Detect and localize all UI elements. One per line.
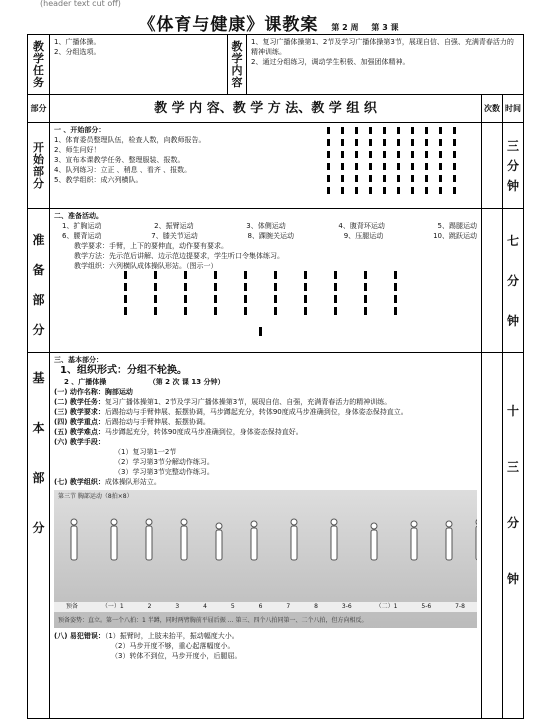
section1-count bbox=[482, 123, 503, 209]
task-row bbox=[28, 35, 524, 95]
section1-heading: 一 、开始部分： bbox=[54, 126, 106, 134]
content-items bbox=[247, 35, 524, 95]
photo-label: 7 bbox=[286, 603, 291, 610]
teaching-item: (六) 教学手段： bbox=[54, 438, 105, 446]
section3-count bbox=[482, 353, 503, 719]
section3-heading: 三、基本部分： bbox=[54, 356, 103, 364]
section1-content bbox=[50, 123, 482, 209]
dancer-figure bbox=[291, 519, 297, 560]
teaching-item: (三) 教学要求：后踢抬动与手臂伸展、振摆协调，马步蹲起充分，转体90度成马步准确到位，身体姿态保持直立。 bbox=[54, 408, 408, 416]
photo-label: 预备 bbox=[65, 603, 78, 610]
exercise: 8、踝腕关运动 bbox=[247, 232, 294, 240]
dancer-figure bbox=[446, 521, 452, 560]
exercise: 2、振臂运动 bbox=[154, 222, 194, 230]
header-row bbox=[28, 95, 524, 123]
page-title bbox=[0, 10, 537, 35]
exercise: 3、体侧运动 bbox=[246, 222, 286, 230]
col-count: 次数 bbox=[482, 95, 503, 123]
section1-item: 2、师生问好！ bbox=[54, 146, 101, 154]
photo-label: 5 bbox=[230, 603, 235, 610]
dancer-figure bbox=[331, 519, 337, 560]
section2-heading: 二、准备活动。 bbox=[54, 212, 103, 220]
photo-label: 3-6 bbox=[341, 603, 352, 610]
dancer-figure bbox=[146, 519, 152, 560]
dancer-figure bbox=[476, 519, 477, 560]
dancer-figure bbox=[251, 521, 257, 560]
photo-label: （二）1 bbox=[375, 603, 398, 610]
error-item: （3）转体不到位，马步开度小，后腿屈。 bbox=[111, 652, 242, 660]
means-item: （2）学习第3节分解动作练习。 bbox=[114, 458, 214, 466]
section3-label: 基本部分 bbox=[28, 353, 50, 719]
section3-content bbox=[50, 353, 482, 719]
dancer-figure bbox=[411, 521, 417, 560]
error-item: （1）振臂时，上肢未抬平，振动幅度大小。 bbox=[104, 632, 239, 640]
task-label: 教学任务 bbox=[28, 35, 50, 95]
section1-item: 4、队列练习：立正 、稍息 、看齐 、报数。 bbox=[54, 166, 192, 174]
section1-item: 3、宣布本课教学任务、整理服装、报数。 bbox=[54, 156, 185, 164]
photo-label: （一）1 bbox=[101, 603, 124, 610]
section2-content bbox=[50, 209, 482, 353]
header-fragment: (header text cut off) bbox=[40, 0, 121, 8]
section3-time: 十三分钟 bbox=[503, 353, 524, 719]
title-week: 第 2 周 bbox=[331, 23, 359, 32]
exercise: 4、腹背环运动 bbox=[338, 222, 385, 230]
content-item: 2、通过分组练习，调动学生积极、加强团体精神。 bbox=[251, 58, 410, 66]
photo-label: 6 bbox=[258, 603, 263, 610]
section2-item: 教学组织：六列横队成体操队形站。（图示一） bbox=[74, 262, 218, 270]
teaching-item: (五) 教学难点：马步蹲起充分，转体90度成马步准确到位，身体姿态保持直好。 bbox=[54, 428, 303, 436]
formation-diagram-2 bbox=[124, 271, 424, 339]
teaching-item: (一) 动作名称：胸部运动 bbox=[54, 388, 133, 396]
dancer-figure bbox=[181, 519, 187, 560]
means-item: （1）复习第1一2节 bbox=[114, 448, 177, 456]
section1-label: 开始部分 bbox=[28, 123, 50, 209]
content-item: 1、复习广播体操第1、2节及学习广播体操第3节，展现自信、自强、充满青春活力的精神训练。 bbox=[251, 38, 514, 56]
exercise: 6、腰背运动 bbox=[62, 232, 102, 240]
exercise: 5、踢腿运动 bbox=[437, 222, 477, 230]
section1-time: 三分钟 bbox=[503, 123, 524, 209]
dancer-figure bbox=[111, 519, 117, 560]
section1-item: 1、体育委员整理队伍，检查人数，向教师报告。 bbox=[54, 136, 206, 144]
dancer-figures bbox=[54, 502, 477, 582]
teaching-item: (四) 教学重点：后踢抬动与手臂伸展、振摆协调。 bbox=[54, 418, 210, 426]
col-part: 部分 bbox=[28, 95, 50, 123]
org-form: 1、组织形式：分组不轮换。 bbox=[60, 365, 187, 376]
dancer-figure bbox=[71, 519, 77, 560]
col-time: 时间 bbox=[503, 95, 524, 123]
dancer-figure bbox=[371, 523, 377, 560]
teaching-org: (七) 教学组织：成体操队形站立。 bbox=[54, 478, 161, 486]
title-lesson: 第 3 课 bbox=[371, 23, 399, 32]
exercise-row-2 bbox=[54, 231, 477, 241]
section2-label: 准备部分 bbox=[28, 209, 50, 353]
photo-labels bbox=[54, 602, 477, 612]
section2-item: 教学方法：先示范后讲解、边示范边提要求，学生听口令集体练习。 bbox=[74, 252, 284, 260]
photo-label: 4 bbox=[203, 603, 207, 610]
dancer-figure bbox=[216, 523, 222, 560]
section2-row bbox=[28, 209, 524, 353]
section1-row bbox=[28, 123, 524, 209]
content-label: 教学内容 bbox=[228, 35, 247, 95]
teaching-item: (二) 教学任务：复习广播体操第1、2节及学习广播体操第3节，展现自信、自强，充满青春活力的精神训练。 bbox=[54, 398, 392, 406]
exercise-meta: （第 2 次 课 13 分钟） bbox=[148, 378, 225, 386]
exercise: 7、膝关节运动 bbox=[151, 232, 198, 240]
section3-row bbox=[28, 353, 524, 719]
photo-label: 3 bbox=[175, 603, 180, 610]
photo-label: 2 bbox=[147, 603, 152, 610]
exercise-row-1 bbox=[54, 221, 477, 231]
title-main: 《体育与健康》课教案 bbox=[138, 15, 319, 35]
exercise: 9、压腿运动 bbox=[343, 232, 384, 240]
col-main: 教 学 内 容、教 学 方 法、教 学 组 织 bbox=[50, 95, 482, 123]
section2-count bbox=[482, 209, 503, 353]
task-items bbox=[50, 35, 228, 95]
exercise: 10、跳跃运动 bbox=[433, 232, 477, 240]
exercise-photo bbox=[54, 490, 477, 628]
section1-item: 5、教学组织：成六列横队。 bbox=[54, 176, 143, 184]
errors-heading: (八) 易犯错误： bbox=[54, 632, 105, 640]
exercise-name: 2 、广播体操 bbox=[64, 378, 107, 386]
exercise: 1、扩胸运动 bbox=[62, 222, 102, 230]
formation-row bbox=[327, 127, 456, 134]
error-item: （2）马步开度不够，重心起落幅度小。 bbox=[111, 642, 235, 650]
task-item: 1、广播体操。 bbox=[54, 38, 101, 46]
section2-item: 教学要求：手臂，上下的要伸直，动作要有要求。 bbox=[74, 242, 228, 250]
photo-label: 8 bbox=[314, 603, 318, 610]
formation-diagram-1 bbox=[327, 125, 477, 201]
photo-label: 7-8 bbox=[455, 603, 465, 610]
photo-note: 预备姿势：直立。第一个八拍：1 半蹲，同时两臂胸前平屈后振 … 第三、四个八拍同第一、二个八拍，但方向相反。 bbox=[58, 617, 368, 624]
section2-time: 七分钟 bbox=[503, 209, 524, 353]
lesson-plan-table bbox=[27, 34, 524, 719]
photo-label: 5-6 bbox=[421, 603, 432, 610]
means-item: （3）学习第3节完整动作练习。 bbox=[114, 468, 214, 476]
task-item: 2、分组选项。 bbox=[54, 48, 101, 56]
photo-title: 第三节 胸部运动（8拍×8） bbox=[58, 493, 133, 500]
